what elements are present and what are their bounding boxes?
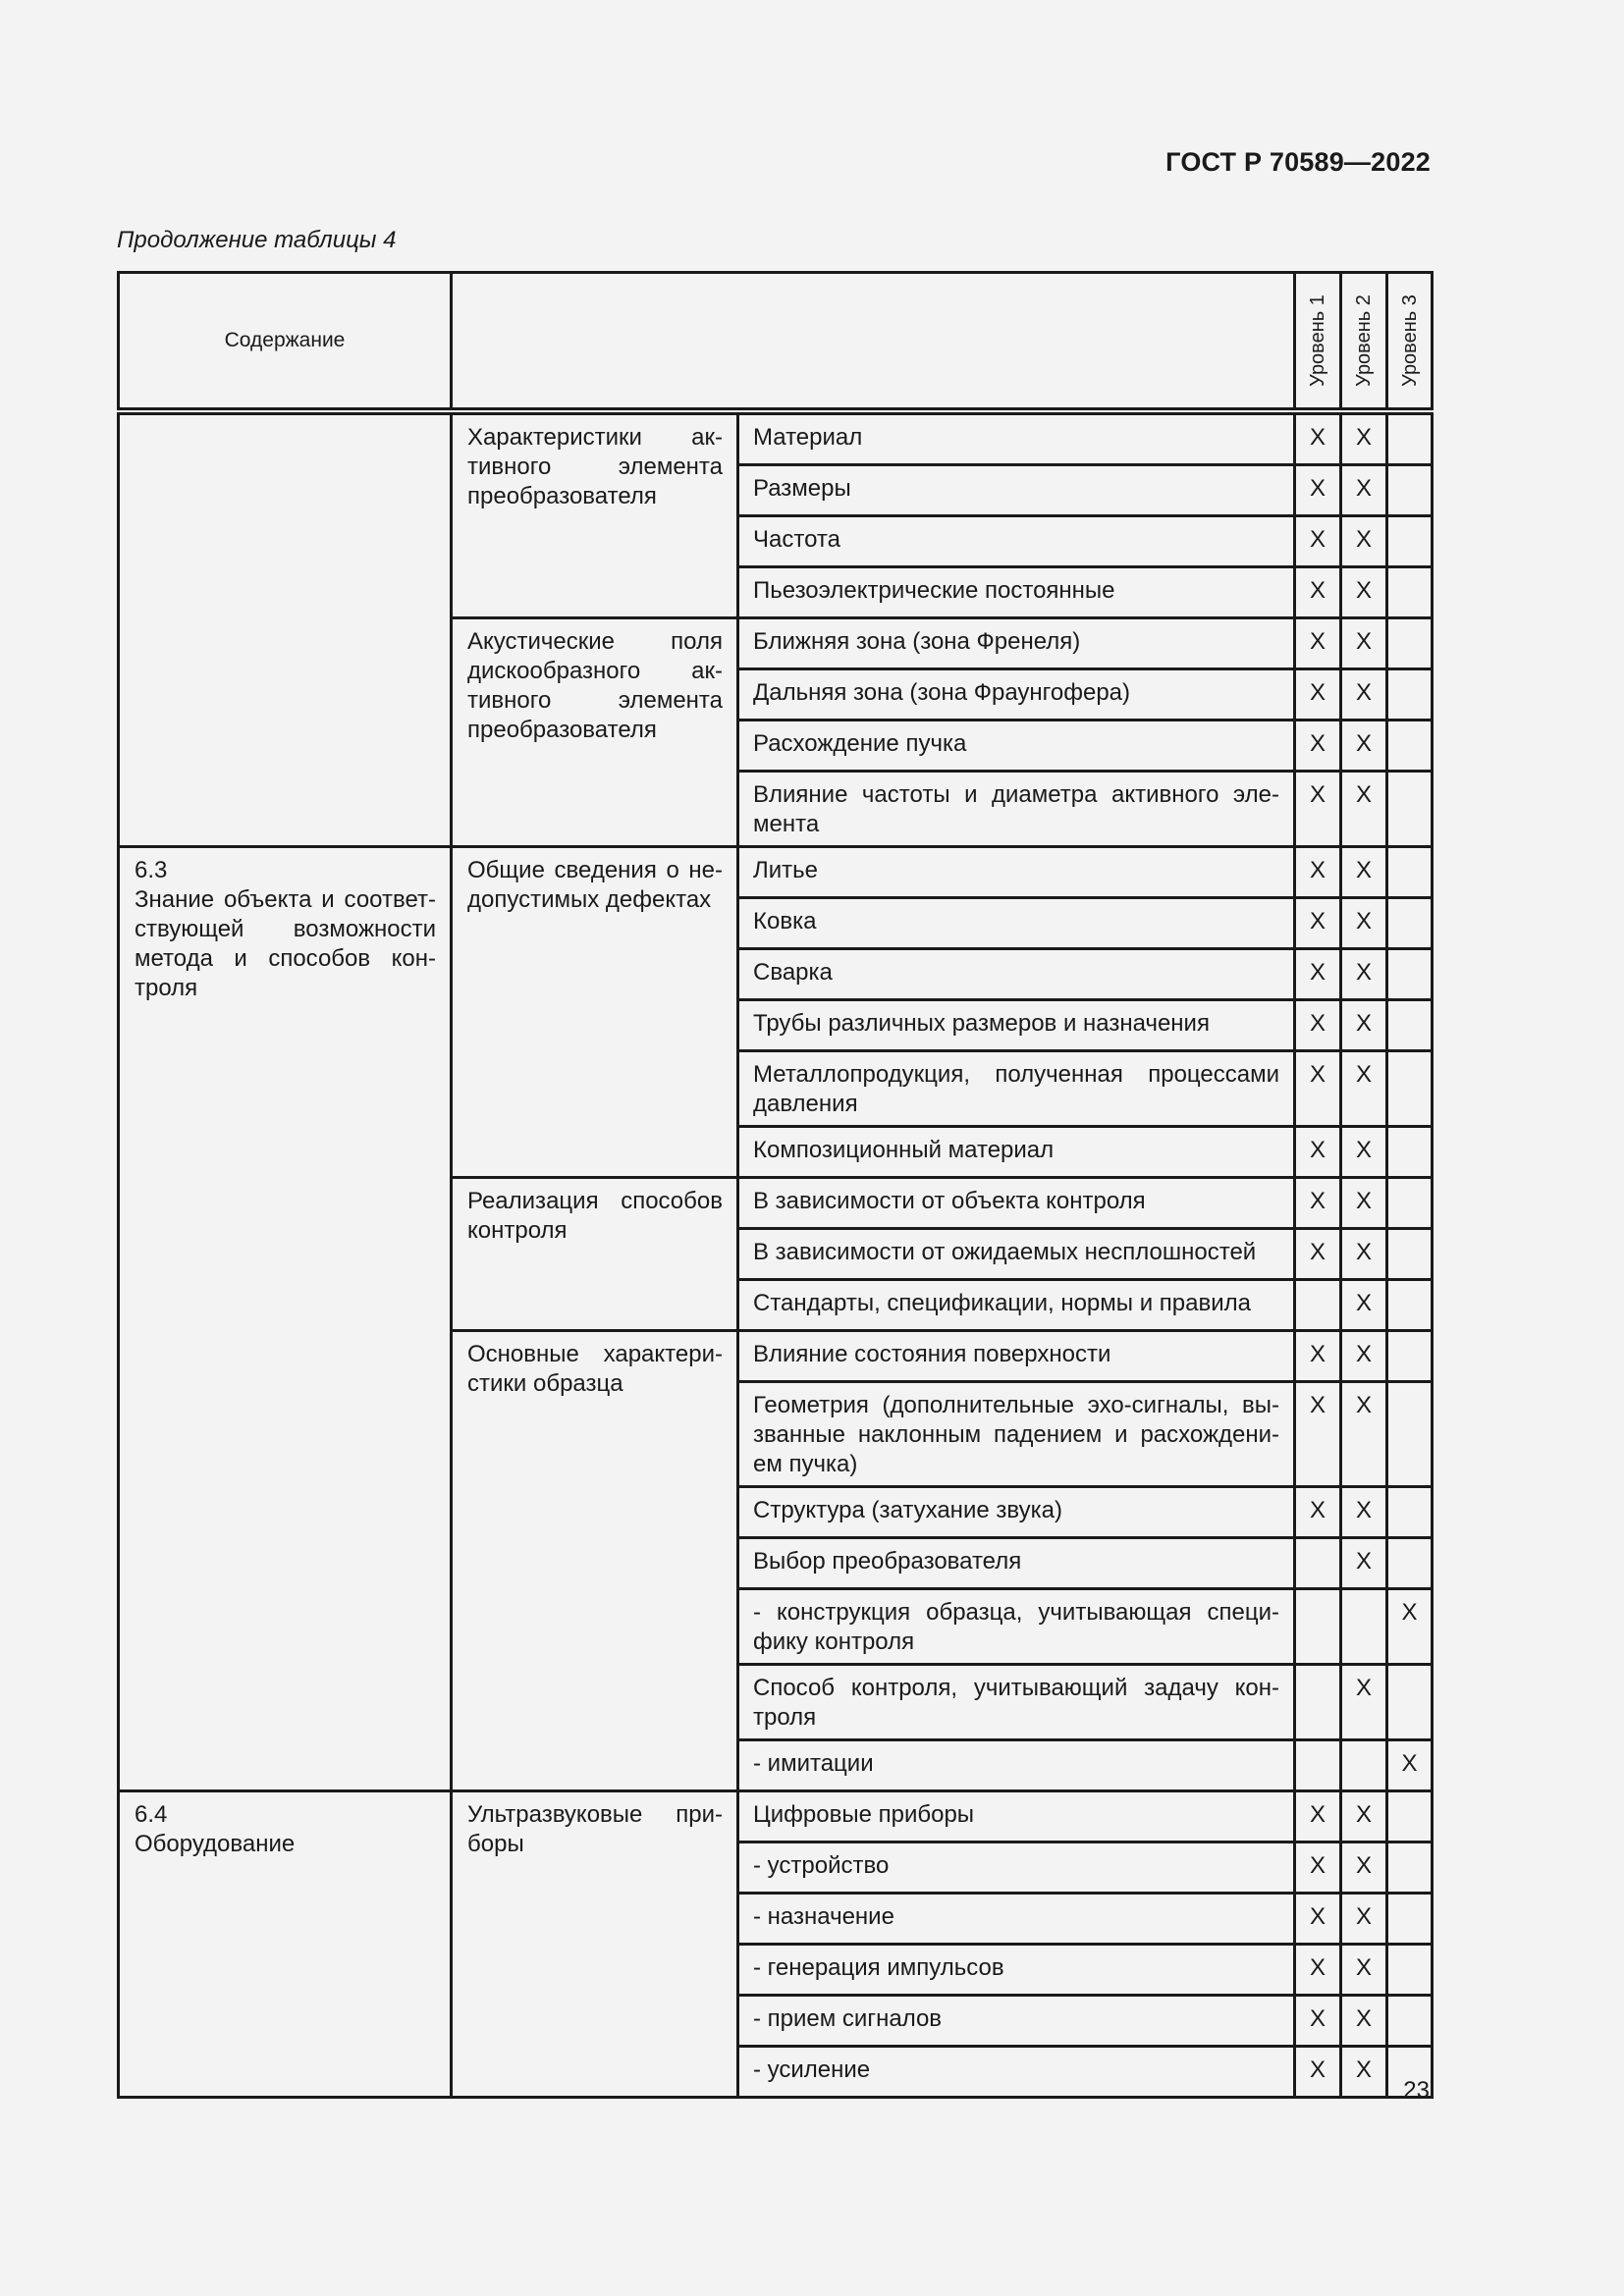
document-code: ГОСТ Р 70589—2022 (1165, 147, 1431, 177)
item-text: Структура (затухание звука) (738, 1487, 1295, 1538)
item-text: Сварка (738, 949, 1295, 1000)
level-1-mark: X (1295, 1996, 1341, 2047)
level-1-mark: X (1295, 772, 1341, 847)
item-text: Частота (738, 516, 1295, 567)
item-text: В зависимости от ожидаемых несплошностей (738, 1229, 1295, 1280)
level-1-mark: X (1295, 1229, 1341, 1280)
level-3-mark (1387, 1996, 1433, 2047)
item-text: - конструкция образца, учитывающая специ-фику контроля (738, 1589, 1295, 1665)
item-text: - генерация импульсов (738, 1945, 1295, 1996)
level-2-mark: X (1341, 411, 1387, 465)
header-level-3: Уровень 3 (1387, 273, 1433, 412)
level-2-mark: X (1341, 618, 1387, 669)
item-text: Материал (738, 411, 1295, 465)
item-text: Влияние частоты и диаметра активного эле-мента (738, 772, 1295, 847)
level-2-mark: X (1341, 567, 1387, 618)
level-1-mark: X (1295, 1791, 1341, 1842)
item-text: Дальняя зона (зона Фраунгофера) (738, 669, 1295, 721)
level-3-mark (1387, 411, 1433, 465)
level-1-mark: X (1295, 567, 1341, 618)
item-text: Литье (738, 847, 1295, 898)
level-2-mark: X (1341, 1127, 1387, 1178)
section-cell (119, 411, 452, 847)
level-2-mark: X (1341, 949, 1387, 1000)
item-text: Цифровые приборы (738, 1791, 1295, 1842)
level-3-mark (1387, 1000, 1433, 1051)
level-1-mark: X (1295, 411, 1341, 465)
level-1-mark: X (1295, 721, 1341, 772)
item-text: Ковка (738, 898, 1295, 949)
item-text: - прием сигналов (738, 1996, 1295, 2047)
item-text: - имитации (738, 1740, 1295, 1791)
level-3-mark (1387, 949, 1433, 1000)
level-2-mark (1341, 1740, 1387, 1791)
level-3-mark (1387, 516, 1433, 567)
group-title: Характеристики ак-тивного элемента преобразователя (452, 411, 738, 618)
level-3-mark (1387, 1487, 1433, 1538)
table-row (119, 411, 1433, 465)
level-2-mark: X (1341, 465, 1387, 516)
level-1-mark: X (1295, 516, 1341, 567)
level-2-mark: X (1341, 1996, 1387, 2047)
item-text: Размеры (738, 465, 1295, 516)
page-number: 23 (1403, 2077, 1430, 2104)
level-3-mark (1387, 1331, 1433, 1382)
level-2-mark: X (1341, 847, 1387, 898)
level-3-mark: X (1387, 1740, 1433, 1791)
level-3-mark (1387, 1051, 1433, 1127)
item-text: Металлопродукция, полученная процессами давления (738, 1051, 1295, 1127)
level-2-mark: X (1341, 2047, 1387, 2098)
item-text: Расхождение пучка (738, 721, 1295, 772)
table-caption: Продолжение таблицы 4 (117, 227, 397, 253)
item-text: - усиление (738, 2047, 1295, 2098)
level-1-mark: X (1295, 2047, 1341, 2098)
level-2-mark: X (1341, 1665, 1387, 1740)
level-2-mark: X (1341, 1051, 1387, 1127)
level-3-mark (1387, 1538, 1433, 1589)
level-1-mark: X (1295, 949, 1341, 1000)
level-1-mark: X (1295, 1051, 1341, 1127)
level-2-mark: X (1341, 1945, 1387, 1996)
section-cell (119, 847, 452, 1791)
level-2-mark: X (1341, 898, 1387, 949)
group-title: Реализация способов контроля (452, 1178, 738, 1331)
item-text: Влияние состояния поверхности (738, 1331, 1295, 1382)
level-2-mark: X (1341, 1791, 1387, 1842)
level-1-mark: X (1295, 898, 1341, 949)
level-1-mark: X (1295, 1178, 1341, 1229)
level-2-mark: X (1341, 516, 1387, 567)
section-title: Знание объекта и соответ-ствующей возможности метода и способов кон-троля (135, 886, 436, 1001)
item-text: Ближняя зона (зона Френеля) (738, 618, 1295, 669)
level-2-mark: X (1341, 1178, 1387, 1229)
level-3-mark (1387, 1229, 1433, 1280)
level-3-mark: X (1387, 1589, 1433, 1665)
level-2-mark: X (1341, 1229, 1387, 1280)
item-text: Геометрия (дополнительные эхо-сигналы, вы-званные наклонным падением и расхождени-ем пучка) (738, 1382, 1295, 1487)
level-1-mark (1295, 1740, 1341, 1791)
header-blank (452, 273, 1295, 412)
item-text: Стандарты, спецификации, нормы и правила (738, 1280, 1295, 1331)
level-3-mark (1387, 618, 1433, 669)
level-2-mark (1341, 1589, 1387, 1665)
item-text: Выбор преобразователя (738, 1538, 1295, 1589)
level-1-mark: X (1295, 669, 1341, 721)
level-3-mark (1387, 772, 1433, 847)
level-1-mark: X (1295, 1000, 1341, 1051)
level-1-mark (1295, 1589, 1341, 1665)
level-3-mark (1387, 1665, 1433, 1740)
level-2-mark: X (1341, 1331, 1387, 1382)
item-text: Композиционный материал (738, 1127, 1295, 1178)
level-2-mark: X (1341, 669, 1387, 721)
level-3-mark (1387, 567, 1433, 618)
section-title: Оборудование (135, 1831, 296, 1857)
header-level-2: Уровень 2 (1341, 273, 1387, 412)
level-1-mark (1295, 1665, 1341, 1740)
level-3-mark (1387, 1178, 1433, 1229)
item-text: - назначение (738, 1894, 1295, 1945)
level-3-mark (1387, 1842, 1433, 1894)
level-1-mark (1295, 1538, 1341, 1589)
level-1-mark: X (1295, 1331, 1341, 1382)
group-title: Основные характери-стики образца (452, 1331, 738, 1791)
level-2-mark: X (1341, 1538, 1387, 1589)
level-2-mark: X (1341, 721, 1387, 772)
section-cell (119, 1791, 452, 2098)
level-2-mark: X (1341, 1894, 1387, 1945)
section-number: 6.4 (135, 1801, 168, 1828)
level-3-mark (1387, 1280, 1433, 1331)
item-text: Пьезоэлектрические постоянные (738, 567, 1295, 618)
level-2-mark: X (1341, 1382, 1387, 1487)
level-1-mark: X (1295, 465, 1341, 516)
level-3-mark (1387, 898, 1433, 949)
level-3-mark (1387, 465, 1433, 516)
level-1-mark: X (1295, 1487, 1341, 1538)
level-1-mark: X (1295, 1382, 1341, 1487)
table-row (119, 847, 1433, 898)
level-2-mark: X (1341, 772, 1387, 847)
table-body (119, 411, 1433, 2098)
item-text: В зависимости от объекта контроля (738, 1178, 1295, 1229)
table-header-row (119, 273, 1433, 412)
group-title: Общие сведения о не-допустимых дефектах (452, 847, 738, 1178)
header-level-1: Уровень 1 (1295, 273, 1341, 412)
level-3-mark (1387, 847, 1433, 898)
table-row (119, 1791, 1433, 1842)
level-3-mark (1387, 1127, 1433, 1178)
item-text: - устройство (738, 1842, 1295, 1894)
level-2-mark: X (1341, 1842, 1387, 1894)
level-3-mark (1387, 1945, 1433, 1996)
header-content: Содержание (119, 273, 452, 412)
level-3-mark (1387, 1382, 1433, 1487)
level-1-mark: X (1295, 1842, 1341, 1894)
level-2-mark: X (1341, 1280, 1387, 1331)
level-1-mark: X (1295, 1945, 1341, 1996)
level-1-mark: X (1295, 618, 1341, 669)
requirements-table (117, 271, 1434, 2099)
section-number: 6.3 (135, 857, 168, 883)
level-1-mark: X (1295, 1127, 1341, 1178)
level-3-mark (1387, 721, 1433, 772)
level-3-mark (1387, 669, 1433, 721)
level-1-mark: X (1295, 1894, 1341, 1945)
level-3-mark (1387, 1791, 1433, 1842)
level-3-mark (1387, 1894, 1433, 1945)
item-text: Способ контроля, учитывающий задачу кон-троля (738, 1665, 1295, 1740)
level-2-mark: X (1341, 1000, 1387, 1051)
item-text: Трубы различных размеров и назначения (738, 1000, 1295, 1051)
level-1-mark (1295, 1280, 1341, 1331)
group-title: Ультразвуковые при-боры (452, 1791, 738, 2098)
level-2-mark: X (1341, 1487, 1387, 1538)
group-title: Акустические поля дискообразного ак-тивного элемента преобразователя (452, 618, 738, 847)
level-1-mark: X (1295, 847, 1341, 898)
